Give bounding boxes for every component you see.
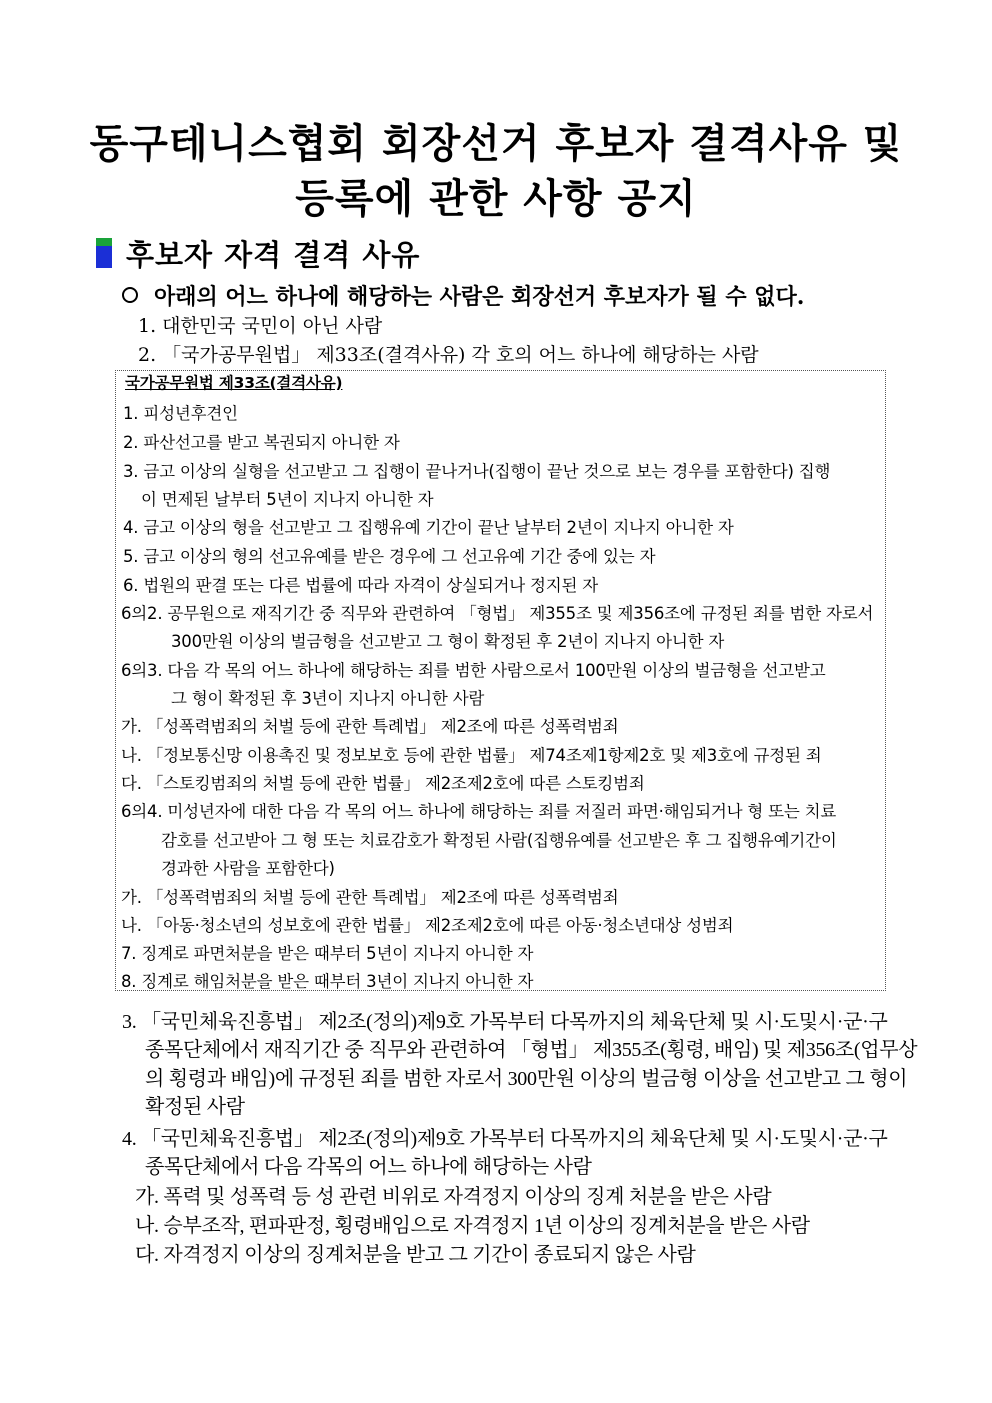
item-4-continued: 종목단체에서 다음 각목의 어느 하나에 해당하는 사람 (145, 1156, 592, 1178)
law-line: 가. 「성폭력범죄의 처벌 등에 관한 특례법」 제2조에 따른 성폭력범죄 (121, 717, 619, 736)
law-excerpt-heading: 국가공무원법 제33조(결격사유) (125, 374, 343, 392)
law-line: 5. 금고 이상의 형의 선고유예를 받은 경우에 그 선고유예 기간 중에 있는 자 (123, 547, 656, 566)
law-line: 7. 징계로 파면처분을 받은 때부터 5년이 지나지 아니한 자 (121, 944, 534, 963)
law-line: 6의4. 미성년자에 대한 다음 각 목의 어느 하나에 해당하는 죄를 저질러 파면·해임되거나 형 또는 치료 (121, 802, 837, 821)
law-line: 6의3. 다음 각 목의 어느 하나에 해당하는 죄를 범한 사람으로서 100만원 이상의 벌금형을 선고받고 (121, 661, 826, 680)
item-3-continued: 확정된 사람 (145, 1096, 245, 1118)
item-4-subitem-c: 다. 자격정지 이상의 징계처분을 받고 그 기간이 종료되지 않은 사람 (135, 1244, 696, 1266)
law-line: 1. 피성년후견인 (123, 404, 238, 423)
disqualification-item-1: 1. 대한민국 국민이 아닌 사람 (138, 315, 383, 337)
law-line: 다. 「스토킹범죄의 처벌 등에 관한 법률」 제2조제2호에 따른 스토킹범죄 (121, 774, 645, 793)
section-header (96, 234, 420, 272)
item-3-continued: 종목단체에서 재직기간 중 직무와 관련하여 「형법」 제355조(횡령, 배임) 및 제356조(업무상 (145, 1039, 918, 1061)
circle-bullet-icon (122, 287, 138, 303)
law-line: 이 면제된 날부터 5년이 지나지 아니한 자 (141, 490, 434, 509)
page-title-line-1: 동구테니스협회 회장선거 후보자 결격사유 및 (89, 121, 903, 167)
page-title-line-2: 등록에 관한 사항 공지 (295, 176, 697, 222)
law-line: 300만원 이상의 벌금형을 선고받고 그 형이 확정된 후 2년이 지나지 아니한 자 (171, 632, 725, 651)
item-4-subitem-a: 가. 폭력 및 성폭력 등 성 관련 비위로 자격정지 이상의 징계 처분을 받은 사람 (135, 1186, 772, 1208)
law-line: 가. 「성폭력범죄의 처벌 등에 관한 특례법」 제2조에 따른 성폭력범죄 (121, 888, 619, 907)
section-marker-icon (96, 238, 112, 268)
lead-text: 아래의 어느 하나에 해당하는 사람은 회장선거 후보자가 될 수 없다. (154, 283, 805, 310)
law-line: 경과한 사람을 포함한다) (161, 859, 335, 878)
disqualification-item-4: 4. 「국민체육진흥법」 제2조(정의)제9호 가목부터 다목까지의 체육단체 및 시·도및시·군·구 (122, 1128, 888, 1150)
law-line: 나. 「아동·청소년의 성보호에 관한 법률」 제2조제2호에 따른 아동·청소년대상 성범죄 (121, 916, 734, 935)
item-4-subitem-b: 나. 승부조작, 편파판정, 횡령배임으로 자격정지 1년 이상의 징계처분을 받은 사람 (135, 1215, 810, 1237)
lead-statement (120, 279, 910, 311)
law-excerpt-box (115, 370, 886, 991)
law-line: 2. 파산선고를 받고 복권되지 아니한 자 (123, 433, 400, 452)
item-3-continued: 의 횡령과 배임)에 규정된 죄를 범한 자로서 300만원 이상의 벌금형 이상을 선고받고 그 형이 (145, 1068, 908, 1090)
law-line: 나. 「정보통신망 이용촉진 및 정보보호 등에 관한 법률」 제74조제1항제2호 및 제3호에 규정된 죄 (121, 746, 822, 765)
law-line: 감호를 선고받아 그 형 또는 치료감호가 확정된 사람(집행유예를 선고받은 후 그 집행유예기간이 (161, 831, 837, 850)
law-line: 3. 금고 이상의 실형을 선고받고 그 집행이 끝나거나(집행이 끝난 것으로 보는 경우를 포함한다) 집행 (123, 462, 831, 481)
section-title: 후보자 자격 결격 사유 (126, 237, 421, 272)
law-line: 8. 징계로 해임처분을 받은 때부터 3년이 지나지 아니한 자 (121, 972, 534, 991)
disqualification-item-3: 3. 「국민체육진흥법」 제2조(정의)제9호 가목부터 다목까지의 체육단체 및 시·도및시·군·구 (122, 1011, 888, 1033)
law-line: 4. 금고 이상의 형을 선고받고 그 집행유예 기간이 끝난 날부터 2년이 지나지 아니한 자 (123, 518, 734, 537)
disqualification-item-2: 2. 「국가공무원법」 제33조(결격사유) 각 호의 어느 하나에 해당하는 사람 (138, 344, 759, 366)
law-line: 6. 법원의 판결 또는 다른 법률에 따라 자격이 상실되거나 정지된 자 (123, 576, 599, 595)
law-line: 6의2. 공무원으로 재직기간 중 직무와 관련하여 「형법」 제355조 및 제356조에 규정된 죄를 범한 자로서 (121, 604, 874, 623)
law-line: 그 형이 확정된 후 3년이 지나지 아니한 사람 (171, 689, 485, 708)
